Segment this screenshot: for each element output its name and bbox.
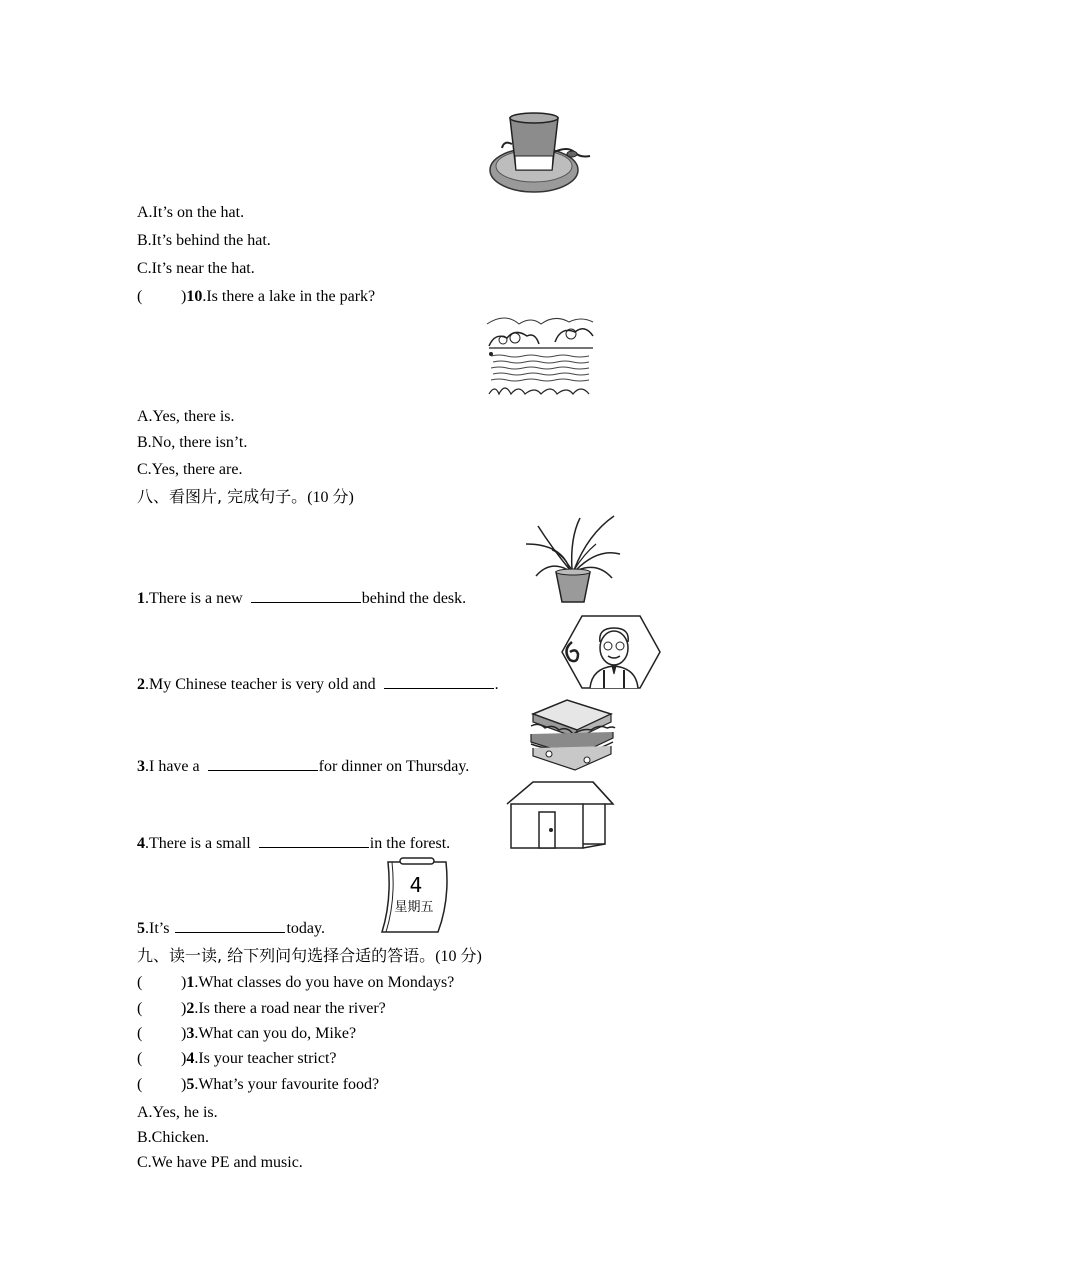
option-b: B.No, there isn’t. <box>137 434 248 451</box>
answer-paren[interactable]: ( <box>137 288 143 305</box>
calendar-page-icon <box>380 856 454 936</box>
answer-blank[interactable] <box>175 918 285 933</box>
answer-paren[interactable]: ( <box>137 974 143 991</box>
potted-plant-icon <box>522 514 624 606</box>
question-2: ( )2.Is there a road near the river? <box>137 1000 386 1017</box>
answer-blank[interactable] <box>251 588 361 603</box>
answer-paren[interactable]: ( <box>137 1050 143 1067</box>
answer-a: A.Yes, he is. <box>137 1104 218 1121</box>
item-number: 2 <box>137 676 145 693</box>
question-5: ( )5.What’s your favourite food? <box>137 1076 380 1093</box>
option-a: A.Yes, there is. <box>137 408 235 425</box>
answer-c: C.We have PE and music. <box>137 1154 303 1171</box>
option-a: A.It’s on the hat. <box>137 204 245 221</box>
sandwich-icon <box>527 698 617 772</box>
sentence-1: 1.There is a new behind the desk. <box>137 590 467 607</box>
item-number: 4 <box>137 835 145 852</box>
item-number: 5 <box>137 920 145 937</box>
calendar-day: 4 <box>409 873 423 897</box>
top-hat-with-snake-icon <box>488 112 594 196</box>
answer-paren[interactable]: ( <box>137 1076 143 1093</box>
item-number: 3 <box>137 758 145 775</box>
question-4: ( )4.Is your teacher strict? <box>137 1050 337 1067</box>
sentence-5: 5.It’s today. <box>137 920 325 937</box>
sentence-4: 4.There is a small in the forest. <box>137 835 451 852</box>
question-text: .Is there a lake in the park? <box>202 288 376 305</box>
sentence-3: 3.I have a for dinner on Thursday. <box>137 758 470 775</box>
lake-landscape-icon <box>485 310 595 400</box>
answer-blank[interactable] <box>384 674 494 689</box>
old-man-portrait-icon <box>556 614 662 690</box>
option-c: C.It’s near the hat. <box>137 260 255 277</box>
answer-blank[interactable] <box>259 833 369 848</box>
calendar-weekday: 星期五 <box>394 900 434 915</box>
sentence-2: 2.My Chinese teacher is very old and . <box>137 676 499 693</box>
small-house-icon <box>505 778 615 850</box>
section-8-heading: 八、看图片, 完成句子。(10 分) <box>137 487 354 506</box>
answer-blank[interactable] <box>208 756 318 771</box>
question-10: ( )10.Is there a lake in the park? <box>137 288 376 305</box>
question-3: ( )3.What can you do, Mike? <box>137 1025 357 1042</box>
answer-b: B.Chicken. <box>137 1129 209 1146</box>
option-b: B.It’s behind the hat. <box>137 232 271 249</box>
question-number: 10 <box>186 288 203 305</box>
section-9-heading: 九、读一读, 给下列问句选择合适的答语。(10 分) <box>137 946 482 965</box>
question-1: ( )1.What classes do you have on Mondays? <box>137 974 455 991</box>
option-c: C.Yes, there are. <box>137 461 243 478</box>
answer-paren[interactable]: ( <box>137 1025 143 1042</box>
item-number: 1 <box>137 590 145 607</box>
answer-paren[interactable]: ( <box>137 1000 143 1017</box>
